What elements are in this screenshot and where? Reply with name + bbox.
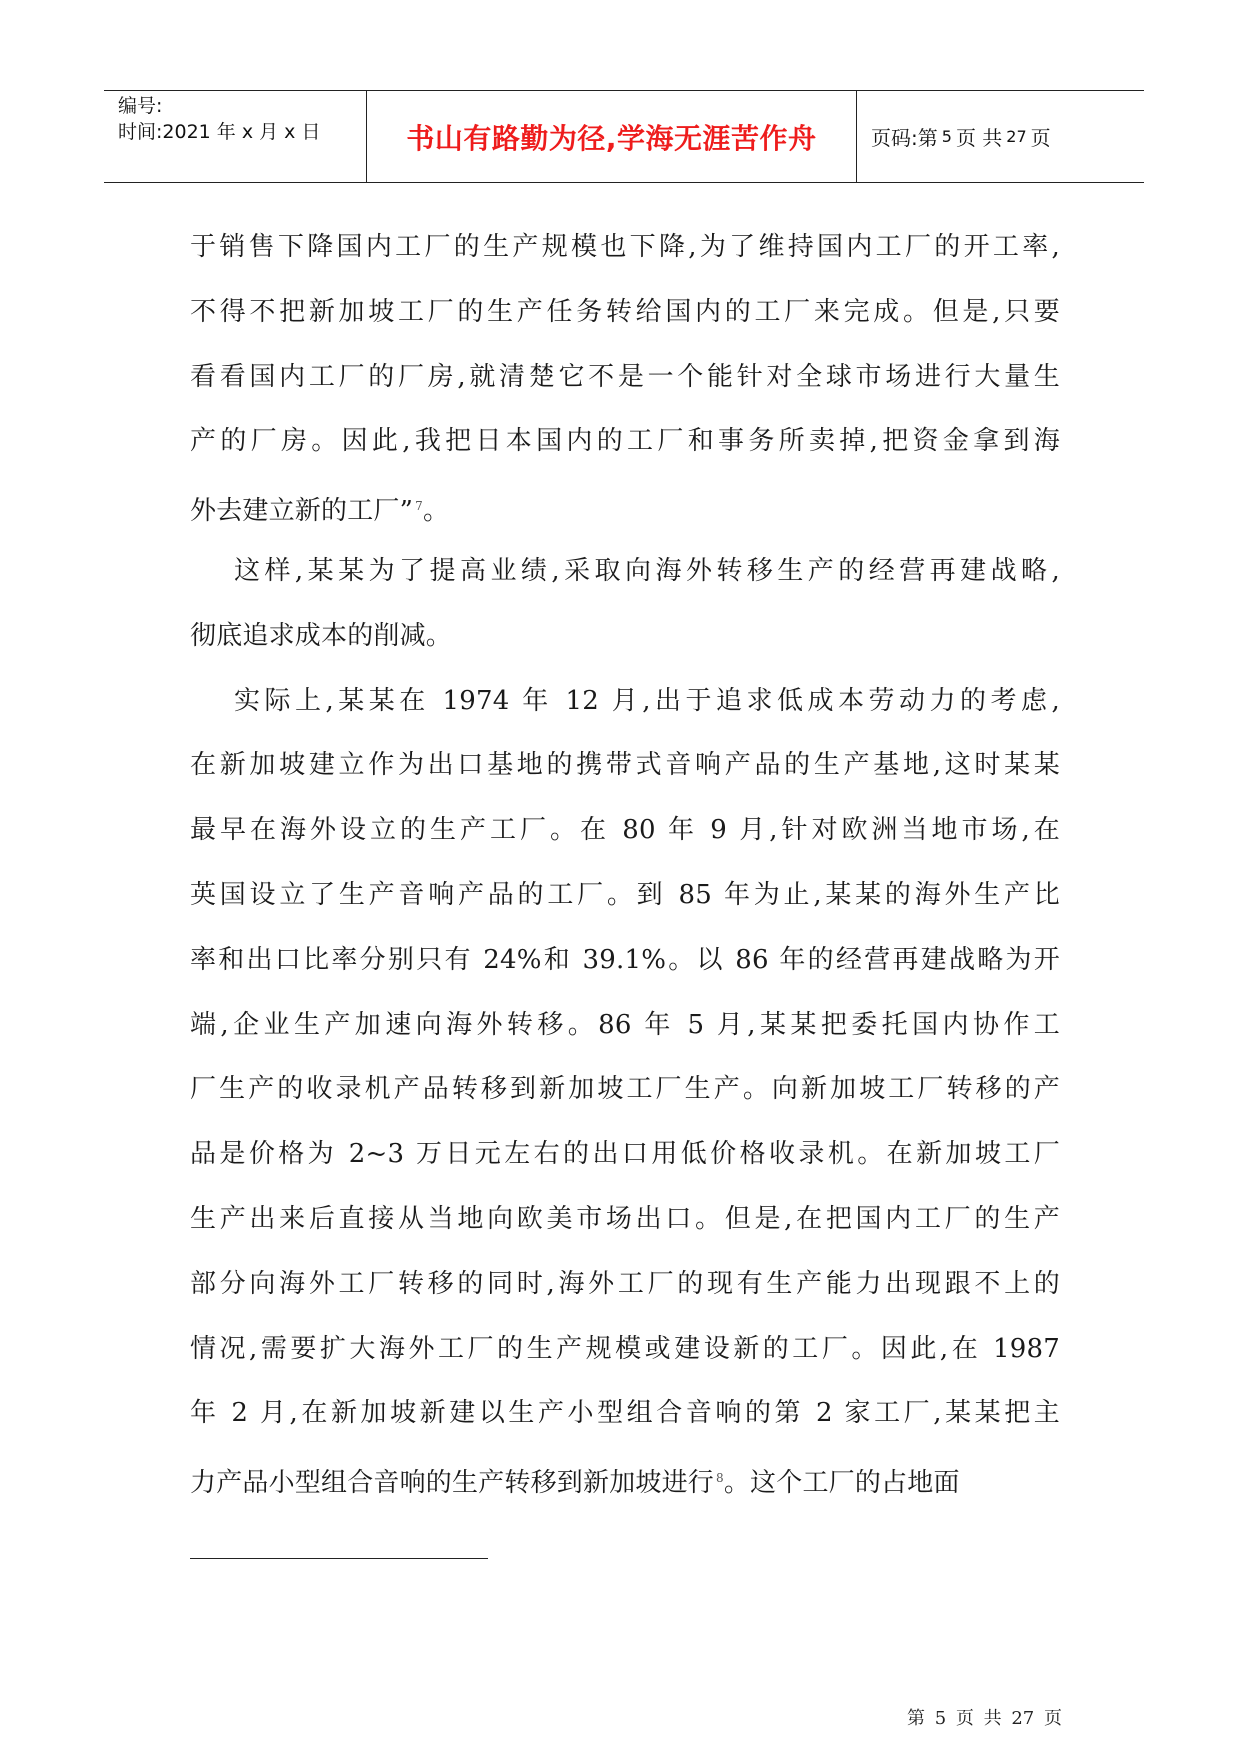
- text-line: 品是价格为 2~3 万日元左右的出口用低价格收录机。在新加坡工厂: [190, 1139, 1060, 1170]
- text-segment: 力产品小型组合音响的生产转移到新加坡进行: [190, 1468, 715, 1499]
- text-line: 部分向海外工厂转移的同时,海外工厂的现有生产能力出现跟不上的: [190, 1268, 1060, 1299]
- page-current: 5: [941, 127, 952, 146]
- header-motto: 书山有路勤为径,学海无涯苦作舟: [406, 121, 817, 155]
- text-line: 在新加坡建立作为出口基地的携带式音响产品的生产基地,这时某某: [190, 750, 1060, 781]
- paragraph-first-line: 实际上,某某在 1974 年 12 月,出于追求低成本劳动力的考虑,: [234, 685, 1060, 716]
- text-segment: 外去建立新的工厂”: [190, 496, 414, 527]
- document-time-label: 时间:2021 年 x 月 x 日: [118, 121, 321, 143]
- paragraph-first-line: 这样,某某为了提高业绩,采取向海外转移生产的经营再建战略,: [234, 555, 1060, 586]
- text-line-paragraph-end: 彻底追求成本的削减。: [190, 620, 453, 651]
- header-meta: [104, 91, 367, 182]
- text-line: 产的厂房。因此,我把日本国内的工厂和事务所卖掉,把资金拿到海: [190, 426, 1060, 457]
- page-mid: 页 共: [955, 126, 1003, 150]
- footnote-ref-7: 7: [415, 499, 423, 514]
- text-line-paragraph-end: [190, 474, 1060, 539]
- text-line: 端,企业生产加速向海外转移。86 年 5 月,某某把委托国内协作工: [190, 1009, 1060, 1040]
- header-page-info: [857, 91, 1144, 182]
- footnote-ref-8: 8: [716, 1471, 724, 1486]
- document-number-label: 编号:: [118, 95, 163, 117]
- header-motto-cell: [367, 91, 857, 182]
- text-line: 不得不把新加坡工厂的生产任务转给国内的工厂来完成。但是,只要: [190, 296, 1060, 327]
- text-line: 英国设立了生产音响产品的工厂。到 85 年为止,某某的海外生产比: [190, 879, 1060, 910]
- text-line: 情况,需要扩大海外工厂的生产规模或建设新的工厂。因此,在 1987: [190, 1333, 1060, 1364]
- text-line: 看看国内工厂的厂房,就清楚它不是一个能针对全球市场进行大量生: [190, 361, 1060, 392]
- text-line: 生产出来后直接从当地向欧美市场出口。但是,在把国内工厂的生产: [190, 1203, 1060, 1234]
- page-header: [104, 90, 1144, 183]
- text-line: 年 2 月,在新加坡新建以生产小型组合音响的第 2 家工厂,某某把主: [190, 1398, 1060, 1429]
- body-text: [190, 215, 1060, 1511]
- page-prefix: 页码:第: [871, 126, 938, 150]
- footnote-separator: [190, 1558, 488, 1559]
- text-segment: 。这个工厂的占地面: [723, 1468, 960, 1499]
- page-total: 27: [1006, 127, 1027, 146]
- page-suffix: 页: [1030, 126, 1051, 150]
- page-footer: 第 5 页 共 27 页: [907, 1708, 1062, 1729]
- text-segment: 。: [422, 496, 450, 527]
- text-line: 最早在海外设立的生产工厂。在 80 年 9 月,针对欧洲当地市场,在: [190, 815, 1060, 846]
- text-line: 于销售下降国内工厂的生产规模也下降,为了维持国内工厂的开工率,: [190, 232, 1060, 262]
- text-line: 率和出口比率分别只有 24%和 39.1%。以 86 年的经营再建战略为开: [190, 944, 1060, 975]
- text-line: 厂生产的收录机产品转移到新加坡工厂生产。向新加坡工厂转移的产: [190, 1074, 1060, 1105]
- text-line-with-footnote: [190, 1446, 1060, 1511]
